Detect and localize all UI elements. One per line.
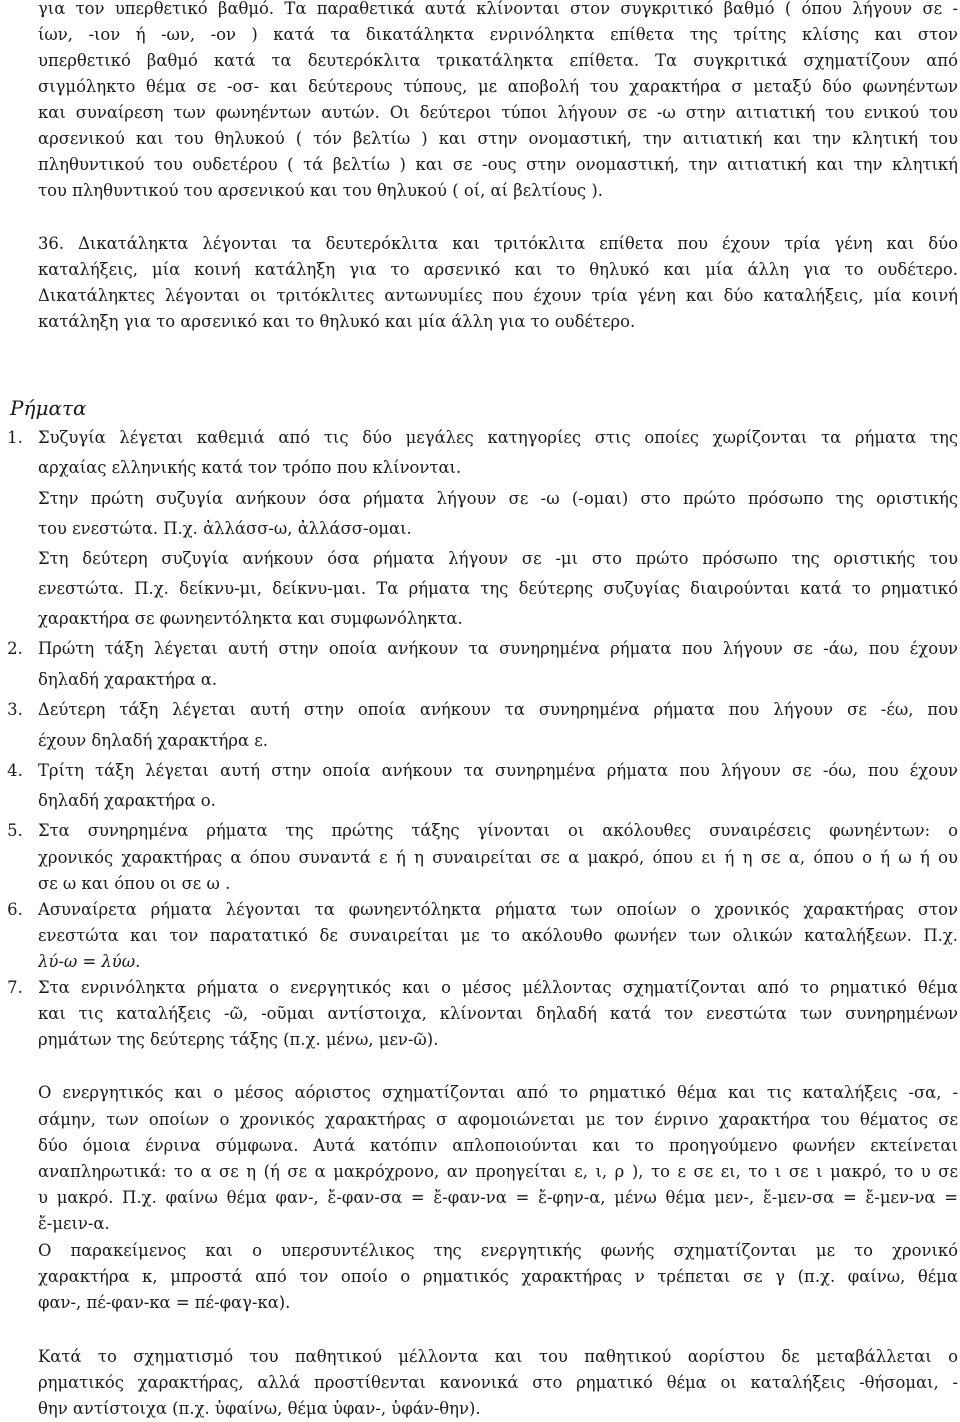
text-line: για τον υπερθετικό βαθμό. Τα παραθετικά αυτά κλίνονται στον συγκριτικό βαθμό ( όπου λήγουν σε - xyxy=(38,0,958,18)
text-line: 36. Δικατάληκτα λέγονται τα δευτερόκλιτα και τριτόκλιτα επίθετα που έχουν τρία γένη και δύο xyxy=(38,234,958,253)
list-item-text: Στα συνηρημένα ρήματα της πρώτης τάξης γίνονται οι ακόλουθες συναιρέσεις φωνηέντων: ο xyxy=(38,821,958,840)
text-line: φαν-, πέ-φαν-κα = πέ-φαγ-κα). xyxy=(38,1293,291,1312)
text-line: και συναίρεση των φωνηέντων αυτών. Οι δεύτεροι τύποι λήγουν σε -ω στην αιτιατική του ενικού του xyxy=(38,103,958,122)
list-item-text: λύ-ω = λύω. xyxy=(38,952,141,971)
text-line: πληθυντικού του ουδετέρου ( τά βελτίω ) και σε -ους στην ονομαστική, την αιτιατική και την κλητική xyxy=(38,155,958,174)
list-number: 5. xyxy=(7,821,23,840)
list-item-text: Στην πρώτη συζυγία ανήκουν όσα ρήματα λήγουν σε -ω (-ομαι) στο πρώτο πρόσωπο της οριστικής xyxy=(38,489,958,508)
list-item-text: δηλαδή χαρακτήρα α. xyxy=(38,670,218,689)
list-item-text: ρημάτων της δεύτερης τάξης (π.χ. μένω, μεν-ῶ). xyxy=(38,1030,439,1049)
list-number: 2. xyxy=(7,639,23,658)
text-line: καταλήξεις, μία κοινή κατάληξη για το αρσενικό και το θηλυκό και μία άλλη για το ουδέτερο. xyxy=(38,260,958,279)
list-item-text: ενεστώτα. Π.χ. δείκνυ-μι, δείκνυ-μαι. Τα ρήματα της δεύτερης συζυγίας διαιρούνται κατά το ρηματικό xyxy=(38,579,958,598)
list-item-text: σε ω και όπου οι σε ω . xyxy=(38,874,231,893)
text-line: ἔ-μειν-α. xyxy=(38,1214,110,1233)
section-heading-verbs: Ρήματα xyxy=(10,396,87,420)
text-line: του πληθυντικού του αρσενικού και του θηλυκού ( οί, αί βελτίους ). xyxy=(38,181,603,200)
list-item-text: χαρακτήρα σε φωνηεντόληκτα και συμφωνόληκτα. xyxy=(38,609,463,628)
list-item-text: Στα ενρινόληκτα ρήματα ο ενεργητικός και ο μέσος μέλλοντας σχηματίζονται από το ρηματικό θέμα xyxy=(38,978,958,997)
list-item-text: Συζυγία λέγεται καθεμιά από τις δύο μεγάλες κατηγορίες στις οποίες χωρίζονται τα ρήματα της xyxy=(38,428,958,447)
list-item-text: Ασυναίρετα ρήματα λέγονται τα φωνηεντόληκτα ρήματα των οποίων ο χρονικός χαρακτήρας στον xyxy=(38,900,958,919)
list-item-text: δηλαδή χαρακτήρα ο. xyxy=(38,791,216,810)
list-item-text: χρονικός χαρακτήρας α όπου συναντά ε ή η συναιρείται σε α μακρό, όπου ει ή η σε α, όπου ο ή ω ή ου xyxy=(38,848,958,867)
list-item-text: Τρίτη τάξη λέγεται αυτή στην οποία ανήκουν τα συνηρημένα ρήματα που λήγουν σε -όω, που έχουν xyxy=(38,761,958,780)
text-line: Δικατάληκτες λέγονται οι τριτόκλιτες αντωνυμίες που έχουν τρία γένη και δύο καταλήξεις, μία κοινή xyxy=(38,286,958,305)
list-item-text: του ενεστώτα. Π.χ. ἀλλάσσ-ω, ἀλλάσσ-ομαι. xyxy=(38,519,412,538)
list-number: 6. xyxy=(7,900,23,919)
list-item-text: έχουν δηλαδή χαρακτήρα ε. xyxy=(38,731,268,750)
text-line: δύο όμοια ένρινα σύμφωνα. Αυτά κατόπιν απλοποιούνται και το προηγούμενο φωνήεν εκτείνεται xyxy=(38,1136,958,1155)
text-line: θην αντίστοιχα (π.χ. ὑφαίνω, θέμα ὑφαν-, ὑφάν-θην). xyxy=(38,1399,481,1418)
list-number: 1. xyxy=(7,428,23,447)
text-line: αρσενικού και του θηλυκού ( τόν βελτίω ) και στην ονομαστική, την αιτιατική και την κλητική του xyxy=(38,129,958,148)
list-item-text: ενεστώτα και τον παρατατικό δε συναιρείται με το ακόλουθο φωνήεν των ολικών καταλήξεων. Π.χ. xyxy=(38,926,958,945)
text-line: υπερθετικό βαθμό κατά τα δευτερόκλιτα τρικατάληκτα επίθετα. Τα συγκριτικά σχηματίζουν από xyxy=(38,51,958,70)
list-number: 7. xyxy=(7,978,23,997)
text-line: Ο ενεργητικός και ο μέσος αόριστος σχηματίζονται από το ρηματικό θέμα και τις καταλήξεις -σα, - xyxy=(38,1083,958,1102)
text-line: ίων, -ιον ή -ων, -ον ) κατά τα δικατάληκτα ενρινόληκτα επίθετα της τρίτης κλίσης και στον xyxy=(38,25,958,44)
list-item-text: αρχαίας ελληνικής κατά τον τρόπο που κλίνονται. xyxy=(38,458,462,477)
text-line: ρηματικός χαρακτήρας, αλλά προστίθενται κανονικά στο ρηματικό θέμα οι καταλήξεις -θήσομαι, - xyxy=(38,1373,958,1392)
text-line: κατάληξη για το αρσενικό και το θηλυκό και μία άλλη για το ουδέτερο. xyxy=(38,312,636,331)
list-number: 4. xyxy=(7,761,23,780)
list-item-text: και τις καταλήξεις -ῶ, -οῦμαι αντίστοιχα, κλίνονται δηλαδή κατά τον ενεστώτα των συνηρημένων xyxy=(38,1004,958,1023)
text-line: υ μακρό. Π.χ. φαίνω θέμα φαν-, ἔ-φαν-σα = ἔ-φαν-να = ἔ-φην-α, μένω θέμα μεν-, ἔ-μεν-σα = ἔ-μεν-να = xyxy=(38,1188,958,1207)
text-line: σάμην, των οποίων ο χρονικός χαρακτήρας σ αφομοιώνεται με τον ένρινο χαρακτήρα του θέματος σε xyxy=(38,1110,958,1129)
list-item-text: Στη δεύτερη συζυγία ανήκουν όσα ρήματα λήγουν σε -μι στο πρώτο πρόσωπο της οριστικής του xyxy=(38,549,958,568)
list-item-text: Δεύτερη τάξη λέγεται αυτή στην οποία ανήκουν τα συνηρημένα ρήματα που λήγουν σε -έω, που xyxy=(38,700,958,719)
text-line: Ο παρακείμενος και ο υπερσυντέλικος της ενεργητικής φωνής σχηματίζονται με το χρονικό xyxy=(38,1241,958,1260)
text-line: Κατά το σχηματισμό του παθητικού μέλλοντα και του παθητικού αορίστου δε μεταβάλλεται ο xyxy=(38,1347,958,1366)
text-line: σιγμόληκτο θέμα σε -οσ- και δεύτερους τύπους, με αποβολή του χαρακτήρα σ μεταξύ δύο φωνηέντων xyxy=(38,77,958,96)
list-item-text: Πρώτη τάξη λέγεται αυτή στην οποία ανήκουν τα συνηρημένα ρήματα που λήγουν σε -άω, που έχουν xyxy=(38,639,958,658)
text-line: αναπληρωτικά: το α σε η (ή σε α μακρόχρονο, αν προηγείται ε, ι, ρ ), το ε σε ει, το ι σε ι μακρό, το υ σε xyxy=(38,1162,958,1181)
text-line: χαρακτήρα κ, μπροστά από τον οποίο ο ρηματικός χαρακτήρας ν τρέπεται σε γ (π.χ. φαίνω, θέμα xyxy=(38,1267,958,1286)
list-number: 3. xyxy=(7,700,23,719)
